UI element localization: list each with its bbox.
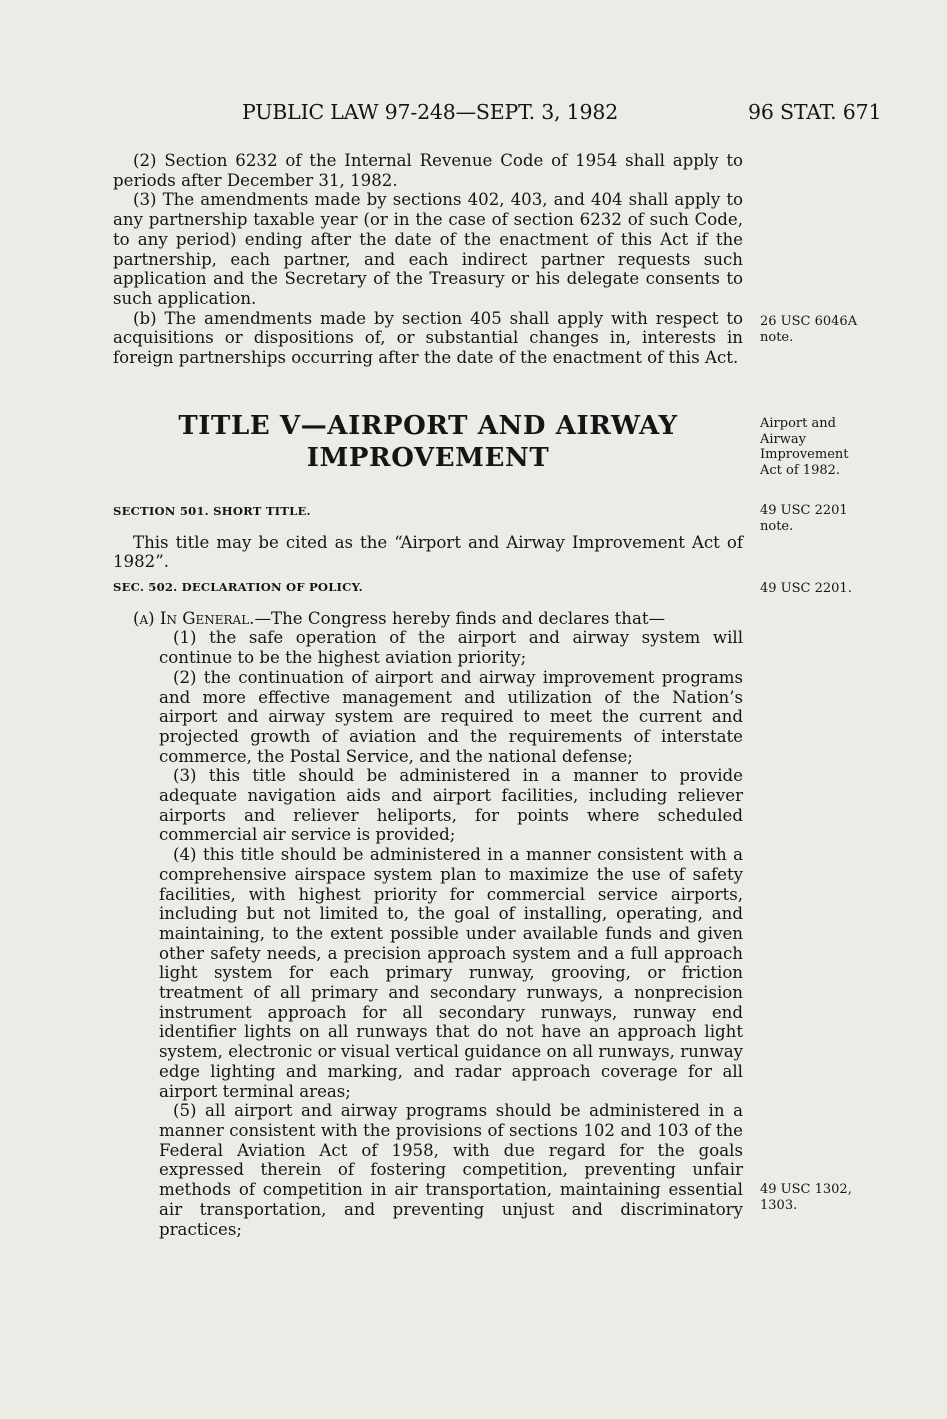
section-502-heading: SEC. 502. DECLARATION OF POLICY.	[113, 580, 363, 594]
paragraph-3: (3) The amendments made by sections 402, 403, and 404 shall apply to any partnership taxable year (or in the case of section 6232 of such Code, to any period) ending after the date of the enactment of this Act if the partnership, each partner, and each indirect partner requests such application and the Secretary of the Treasury or his delegate consents to such application.	[113, 190, 743, 308]
margin-note-49-usc-2201-note: 49 USC 2201 note.	[760, 503, 848, 534]
paragraph-b: (b) The amendments made by section 405 shall apply with respect to acquisitions or dispositions of, or substantial changes in, interests in foreign partnerships occurring after the date of the enactment of this Act.	[113, 308, 743, 368]
top-text-block	[113, 151, 743, 368]
margin-note-short-title: Airport and Airway Improvement Act of 1982.	[760, 416, 849, 478]
policy-item-1: (1) the safe operation of the airport and airway system will continue to be the highest aviation priority;	[159, 628, 743, 668]
policy-item-2: (2) the continuation of airport and airway improvement programs and more effective management and utilization of the Nation’s airport and airway system are required to meet the current and projected growth of aviation and the requirements of interstate commerce, the Postal Service, and the national defense;	[159, 667, 743, 766]
subsection-a-label: (a) In General.	[133, 608, 255, 628]
title-line-1: TITLE V—AIRPORT AND AIRWAY	[178, 411, 678, 441]
margin-note-49-usc-2201: 49 USC 2201.	[760, 581, 852, 596]
running-header-law: PUBLIC LAW 97-248—SEPT. 3, 1982	[242, 100, 619, 124]
margin-note-26-usc-6046a: 26 USC 6046A note.	[760, 314, 858, 345]
subsection-a-text: —The Congress hereby finds and declares that—	[254, 608, 666, 628]
section-501-heading: SECTION 501. SHORT TITLE.	[113, 504, 311, 518]
subsection-a	[113, 609, 743, 629]
policy-item-3: (3) this title should be administered in a manner to provide adequate navigation aids and airport facilities, including reliever airports and reliever heliports, for points where scheduled commercial air service is provided;	[159, 766, 743, 845]
running-header-page-number: 96 STAT. 671	[748, 100, 882, 124]
margin-note-49-usc-1302: 49 USC 1302, 1303.	[760, 1182, 852, 1213]
section-501	[113, 502, 743, 572]
title-heading	[113, 410, 743, 474]
policy-item-4: (4) this title should be administered in a manner consistent with a comprehensive airspace system plan to maximize the use of safety facilities, with highest priority for commercial service airports, including but not limited to, the goal of installing, operating, and maintaining, to the extent possible under available funds and given other safety needs, a precision approach system and a full approach light system for each primary runway, grooving, or friction treatment of all primary and secondary runways, a nonprecision instrument approach for all secondary runways, runway end identifier lights on all runways that do not have an approach light system, electronic or visual vertical guidance on all runways, runway edge lighting and marking, and radar approach coverage for all airport terminal areas;	[159, 845, 743, 1101]
policy-item-5: (5) all airport and airway programs should be administered in a manner consistent with the provisions of sections 102 and 103 of the Federal Aviation Act of 1958, with due regard for the goals expressed therein of fostering competition, preventing unfair methods of competition in air transportation, maintaining essential air transportation, and preventing unjust and discriminatory practices;	[159, 1101, 743, 1239]
paragraph-2: (2) Section 6232 of the Internal Revenue Code of 1954 shall apply to periods after December 31, 1982.	[113, 151, 743, 190]
section-502	[113, 578, 743, 1239]
title-line-2: IMPROVEMENT	[306, 443, 550, 473]
section-501-text: This title may be cited as the “Airport and Airway Improvement Act of 1982”.	[113, 532, 743, 572]
